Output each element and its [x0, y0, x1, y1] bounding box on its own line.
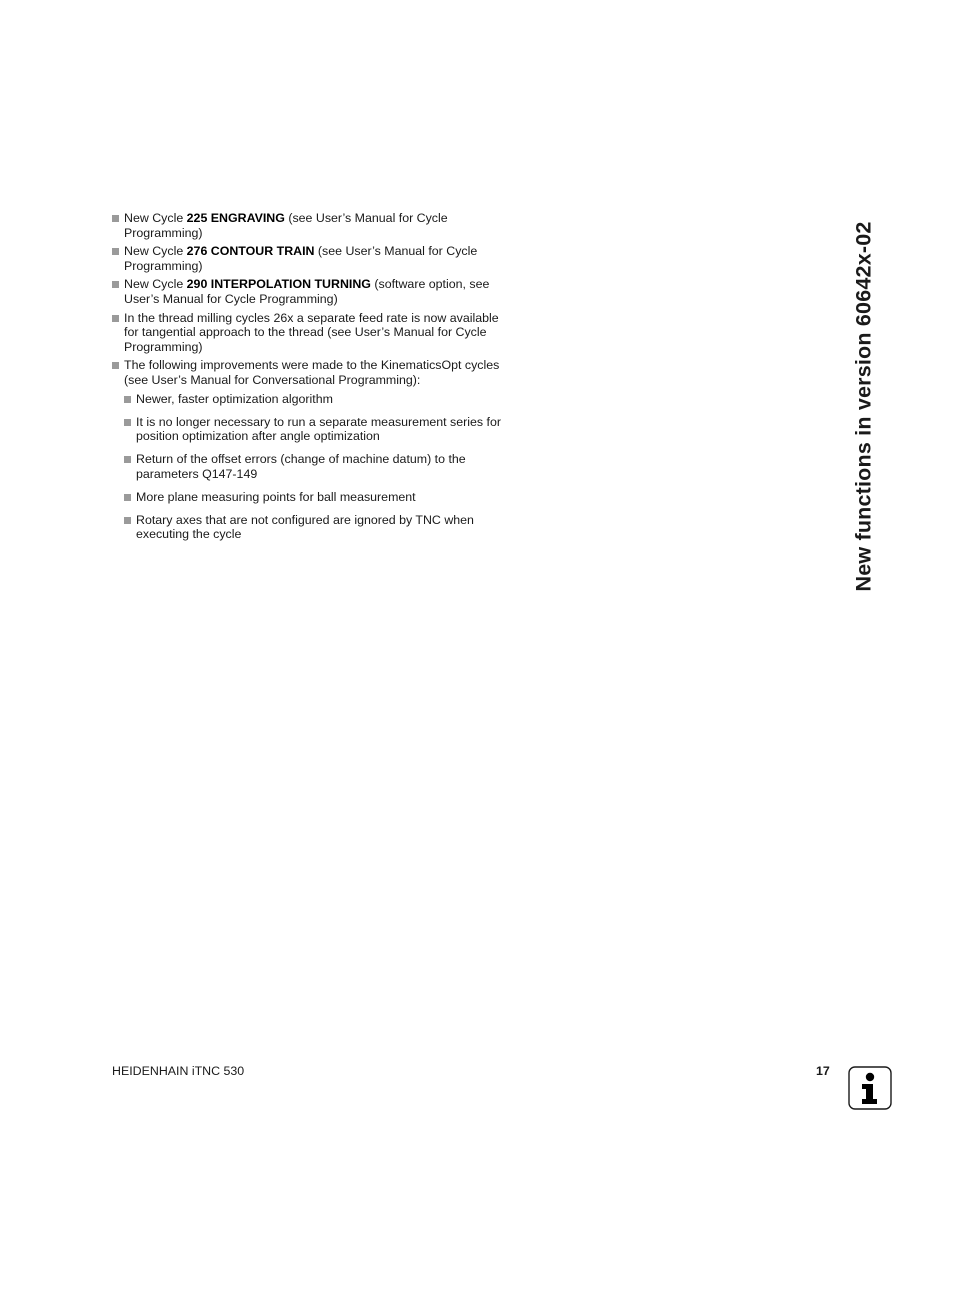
sub-list-item [124, 513, 512, 542]
list-item [112, 277, 512, 306]
sub-list-item [124, 415, 512, 444]
item-text: In the thread milling cycles 26x a separate feed rate is now available for tangential approach to the thread (see User’s Manual for Cycle Programming) [124, 310, 499, 354]
sub-item-text: Return of the offset errors (change of machine datum) to the parameters Q147-149 [136, 452, 466, 481]
main-content [112, 211, 512, 550]
sub-list-item [124, 452, 512, 481]
sub-item-text: Newer, faster optimization algorithm [136, 391, 333, 406]
side-chapter-title [836, 210, 892, 602]
item-prefix: New Cycle [124, 277, 187, 292]
item-suffix: (software option, see User’s Manual for Cycle Programming) [124, 277, 490, 306]
item-prefix: New Cycle [124, 211, 187, 225]
list-item [112, 358, 512, 542]
footer-product-name: HEIDENHAIN iTNC 530 [112, 1064, 245, 1078]
sub-item-text: Rotary axes that are not configured are ignored by TNC when executing the cycle [136, 512, 474, 542]
square-bullet-icon [112, 362, 119, 369]
item-suffix: (see User’s Manual for Cycle Programming) [124, 211, 448, 240]
list-item [112, 311, 512, 355]
side-chapter-title-text: New functions in version 60642x-02 [851, 220, 876, 592]
item-prefix: New Cycle [124, 244, 187, 259]
square-bullet-icon [112, 281, 119, 288]
sub-list-item [124, 490, 512, 505]
square-bullet-icon [124, 419, 131, 426]
info-icon [848, 1066, 892, 1110]
sub-item-text: It is no longer necessary to run a separate measurement series for position optimization after angle optimization [136, 414, 502, 444]
cycle-name: 225 ENGRAVING [186, 211, 285, 225]
sub-list-item [124, 392, 512, 407]
list-item [112, 211, 512, 240]
new-functions-list [112, 211, 512, 542]
page-number: 17 [816, 1064, 830, 1078]
kinematicsopt-improvements-list [124, 392, 512, 542]
square-bullet-icon [124, 494, 131, 501]
square-bullet-icon [124, 456, 131, 463]
sub-item-text: More plane measuring points for ball measurement [136, 489, 416, 504]
cycle-name: 276 CONTOUR TRAIN [186, 244, 315, 259]
square-bullet-icon [112, 315, 119, 322]
square-bullet-icon [112, 248, 119, 255]
cycle-name: 290 INTERPOLATION TURNING [186, 277, 371, 292]
item-suffix: (see User’s Manual for Cycle Programming) [124, 244, 478, 273]
square-bullet-icon [124, 517, 131, 524]
item-text: The following improvements were made to the KinematicsOpt cycles (see User’s Manual for Conversational Programming): [124, 358, 500, 387]
square-bullet-icon [112, 215, 119, 222]
list-item [112, 244, 512, 273]
square-bullet-icon [124, 396, 131, 403]
